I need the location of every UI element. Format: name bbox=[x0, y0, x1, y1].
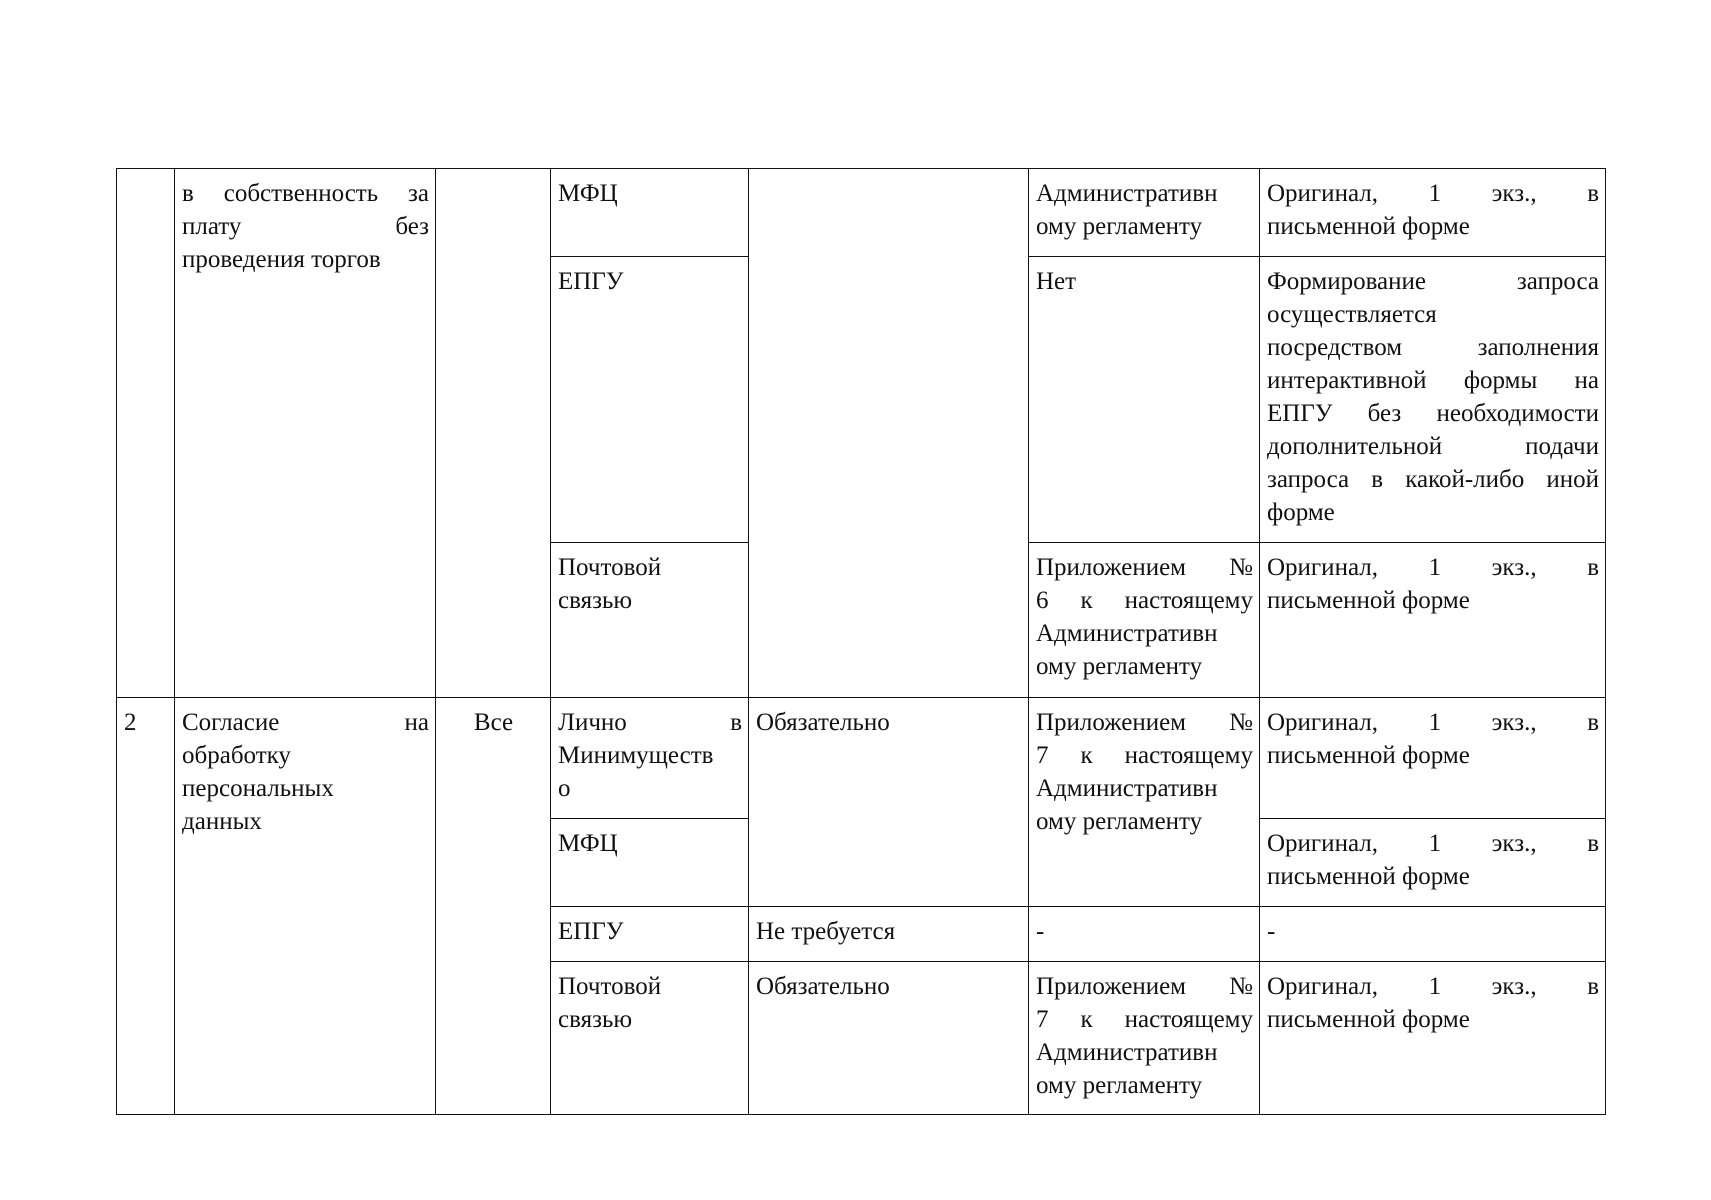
requirements-cell bbox=[1260, 819, 1606, 907]
document-name-cell bbox=[175, 169, 436, 698]
requirements-line: письменной форме bbox=[1267, 742, 1470, 769]
requirements-line: письменной форме bbox=[1267, 863, 1470, 890]
requirements-line: ЕПГУ без необходимости bbox=[1267, 400, 1599, 427]
requirements-line: Оригинал, 1 экз., в bbox=[1267, 973, 1599, 1000]
submission-channel-cell: ЕПГУ bbox=[551, 257, 749, 543]
form-cell bbox=[1029, 962, 1260, 1115]
form-line: ому регламенту bbox=[1036, 1072, 1203, 1099]
form-line: Приложением № bbox=[1036, 973, 1253, 1000]
necessity-cell: Обязательно bbox=[749, 698, 1029, 907]
form-line: Административн bbox=[1036, 180, 1218, 207]
document-name-line: проведения торгов bbox=[182, 246, 381, 273]
submission-channel-cell bbox=[551, 698, 749, 819]
document-name-line: обработку bbox=[182, 742, 291, 769]
form-line: ому регламенту bbox=[1036, 213, 1203, 240]
channel-line: Почтовой bbox=[558, 554, 662, 581]
requirements-line: Оригинал, 1 экз., в bbox=[1267, 830, 1599, 857]
requirements-cell bbox=[1260, 698, 1606, 819]
table-row bbox=[117, 169, 1606, 257]
document-name-line: плату без bbox=[182, 213, 429, 240]
channel-line: связью bbox=[558, 587, 633, 614]
requirements-line: посредством заполнения bbox=[1267, 334, 1599, 361]
requirements-line: Формирование запроса bbox=[1267, 268, 1599, 295]
channel-line: о bbox=[558, 775, 571, 802]
requirements-cell: - bbox=[1260, 907, 1606, 962]
form-cell: - bbox=[1029, 907, 1260, 962]
requirements-line: Оригинал, 1 экз., в bbox=[1267, 709, 1599, 736]
requirements-line: Оригинал, 1 экз., в bbox=[1267, 554, 1599, 581]
requirements-line: дополнительной подачи bbox=[1267, 433, 1599, 460]
requirements-cell bbox=[1260, 169, 1606, 257]
document-name-line: Согласие на bbox=[182, 709, 429, 736]
requirements-cell bbox=[1260, 543, 1606, 698]
requirements-cell bbox=[1260, 962, 1606, 1115]
necessity-cell: Не требуется bbox=[749, 907, 1029, 962]
requirements-line: письменной форме bbox=[1267, 213, 1470, 240]
applicant-category-cell bbox=[436, 169, 551, 698]
form-cell: Нет bbox=[1029, 257, 1260, 543]
channel-line: связью bbox=[558, 1006, 633, 1033]
submission-channel-cell: ЕПГУ bbox=[551, 907, 749, 962]
necessity-cell bbox=[749, 169, 1029, 698]
document-name-cell bbox=[175, 698, 436, 1115]
applicant-category-cell: Все bbox=[436, 698, 551, 1115]
requirements-line: запроса в какой-либо иной bbox=[1267, 466, 1599, 493]
form-line: Административн bbox=[1036, 775, 1218, 802]
submission-channel-cell: МФЦ bbox=[551, 819, 749, 907]
form-cell bbox=[1029, 698, 1260, 907]
form-line: Административн bbox=[1036, 1039, 1218, 1066]
row-number-cell: 2 bbox=[117, 698, 175, 1115]
document-name-line: в собственность за bbox=[182, 180, 429, 207]
form-line: 6 к настоящему bbox=[1036, 587, 1253, 614]
submission-channel-cell bbox=[551, 543, 749, 698]
form-line: Приложением № bbox=[1036, 554, 1253, 581]
form-cell bbox=[1029, 543, 1260, 698]
form-line: 7 к настоящему bbox=[1036, 742, 1253, 769]
channel-line: Минимуществ bbox=[558, 742, 714, 769]
necessity-cell: Обязательно bbox=[749, 962, 1029, 1115]
submission-channel-cell: МФЦ bbox=[551, 169, 749, 257]
form-line: 7 к настоящему bbox=[1036, 1006, 1253, 1033]
document-name-line: персональных bbox=[182, 775, 334, 802]
document-name-line: данных bbox=[182, 808, 262, 835]
channel-line: Почтовой bbox=[558, 973, 662, 1000]
requirements-cell bbox=[1260, 257, 1606, 543]
form-line: ому регламенту bbox=[1036, 808, 1203, 835]
form-line: Административн bbox=[1036, 620, 1218, 647]
row-number-cell bbox=[117, 169, 175, 698]
table-row bbox=[117, 698, 1606, 819]
requirements-line: форме bbox=[1267, 499, 1335, 526]
requirements-line: интерактивной формы на bbox=[1267, 367, 1599, 394]
form-line: ому регламенту bbox=[1036, 653, 1203, 680]
requirements-line: Оригинал, 1 экз., в bbox=[1267, 180, 1599, 207]
channel-line: Лично в bbox=[558, 709, 742, 736]
requirements-line: письменной форме bbox=[1267, 1006, 1470, 1033]
form-line: Приложением № bbox=[1036, 709, 1253, 736]
documents-table bbox=[116, 168, 1606, 1115]
requirements-line: осуществляется bbox=[1267, 301, 1437, 328]
form-cell bbox=[1029, 169, 1260, 257]
submission-channel-cell bbox=[551, 962, 749, 1115]
requirements-line: письменной форме bbox=[1267, 587, 1470, 614]
